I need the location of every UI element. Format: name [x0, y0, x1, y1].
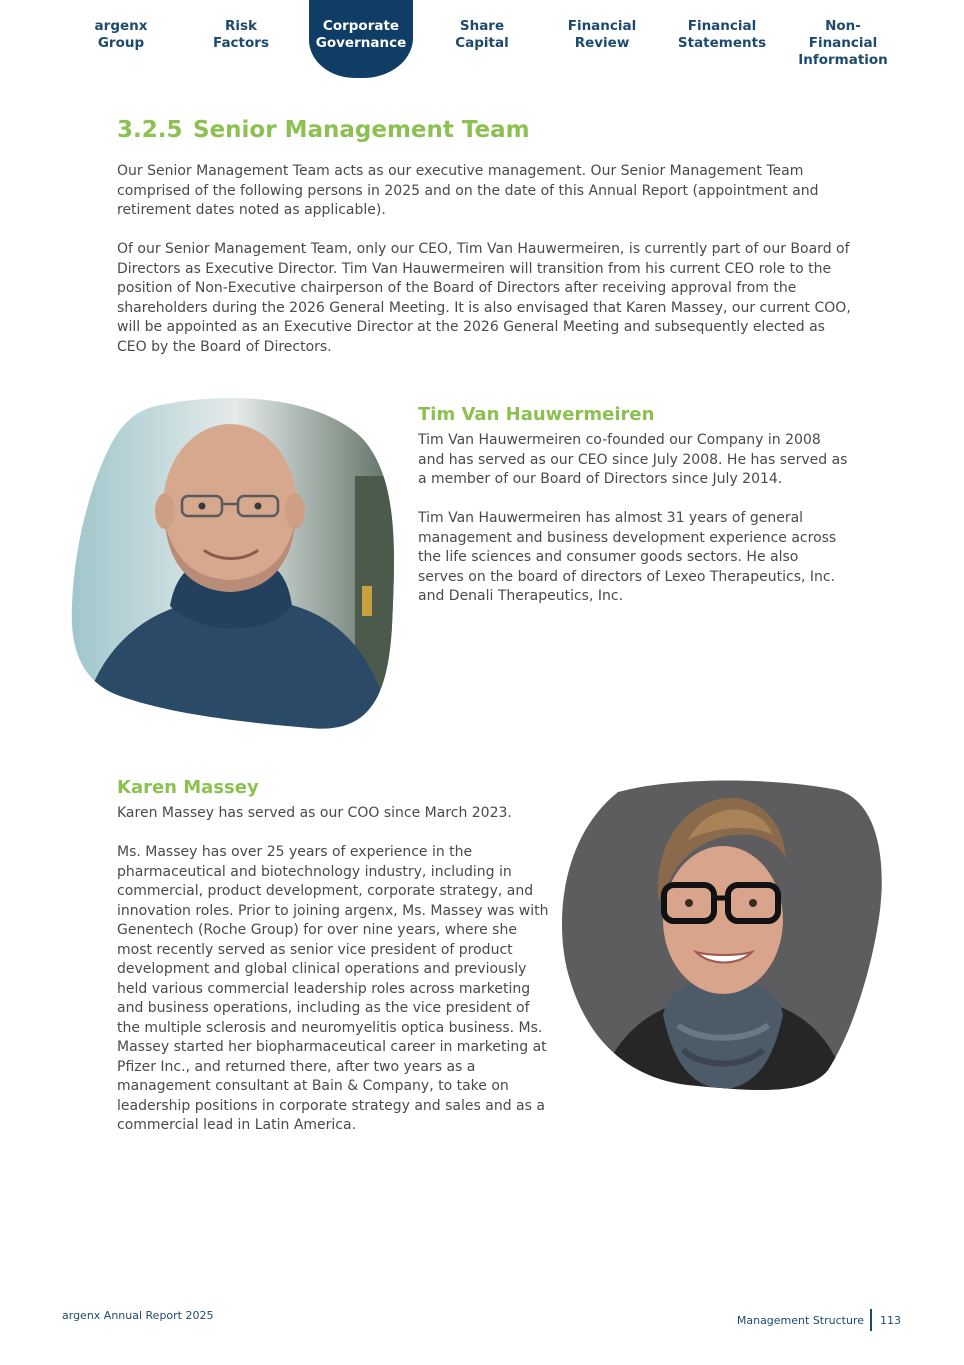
nav-item-risk-factors[interactable]: Risk Factors: [213, 18, 269, 51]
nav-item-argenx-group[interactable]: argenx Group: [94, 18, 148, 51]
nav-item-share-capital[interactable]: Share Capital: [455, 18, 509, 51]
person-name-karen: Karen Massey: [117, 777, 259, 798]
footer-section-name: Management Structure: [736, 1313, 864, 1327]
footer-report-title: argenx Annual Report 2025: [62, 1309, 214, 1322]
nav-item-financial-statements[interactable]: Financial Statements: [677, 18, 767, 51]
person-bio-karen-1: Karen Massey has served as our COO since March 2023.: [117, 805, 512, 821]
section-number: 3.2.5: [117, 117, 183, 143]
footer-page-info: [737, 1309, 901, 1331]
person-name-tim: Tim Van Hauwermeiren: [418, 404, 655, 425]
section-heading: [117, 117, 530, 143]
intro-paragraph-2: Of our Senior Management Team, only our CEO, Tim Van Hauwermeiren, is currently part of our Board of Directors as Executive Director. Tim Van Hauwermeiren will transition from his current CEO role to the position of Non-Executive chairperson of the Board of Directors after receiving approval from the shareholders during the 2026 General Meeting. It is also envisaged that Karen Massey, our current COO, will be appointed as an Executive Director at the 2026 General Meeting and subsequently elected as CEO by the Board of Directors.: [117, 241, 851, 355]
person-bio-tim-2: Tim Van Hauwermeiren has almost 31 years of general management and business development experience across the life sciences and consumer goods sectors. He also serves on the board of directors of Lexeo Therapeutics, Inc. and Denali Therapeutics, Inc.: [418, 510, 837, 604]
section-title: Senior Management Team: [193, 117, 530, 143]
footer-divider: [870, 1309, 872, 1331]
nav-item-corporate-governance[interactable]: Corporate Governance: [315, 18, 407, 51]
karen-massey-photo: [558, 780, 884, 1092]
tim-van-hauwermeiren-photo: [70, 396, 400, 732]
top-navigation: [60, 0, 904, 80]
intro-paragraph-1: Our Senior Management Team acts as our executive management. Our Senior Management Team comprised of the following persons in 2025 and on the date of this Annual Report (appointment and retirement dates noted as applicable).: [117, 163, 819, 218]
person-bio-tim-1: Tim Van Hauwermeiren co-founded our Company in 2008 and has served as our CEO since July 2008. He has served as a member of our Board of Directors since July 2014.: [418, 432, 848, 487]
nav-item-financial-review[interactable]: Financial Review: [567, 18, 637, 51]
footer-page-number: 113: [880, 1313, 901, 1327]
nav-item-non-financial-information[interactable]: Non-Financial Information: [798, 18, 888, 68]
person-bio-karen-2: Ms. Massey has over 25 years of experience in the pharmaceutical and biotechnology industry, including in commercial, product development, corporate strategy, and innovation roles. Prior to joining argenx, Ms. Massey was with Genentech (Roche Group) for over nine years, where she most recently served as senior vice president of product development and global clinical operations and previously held various commercial leadership roles across marketing and business operations, including as the vice president of the multiple sclerosis and neuromyelitis optica business. Ms. Massey started her biopharmaceutical career in marketing at Pfizer Inc., and returned there, after two years as a management consultant at Bain & Company, to take on leadership positions in corporate strategy and sales and as a commercial lead in Latin America.: [117, 844, 549, 1133]
